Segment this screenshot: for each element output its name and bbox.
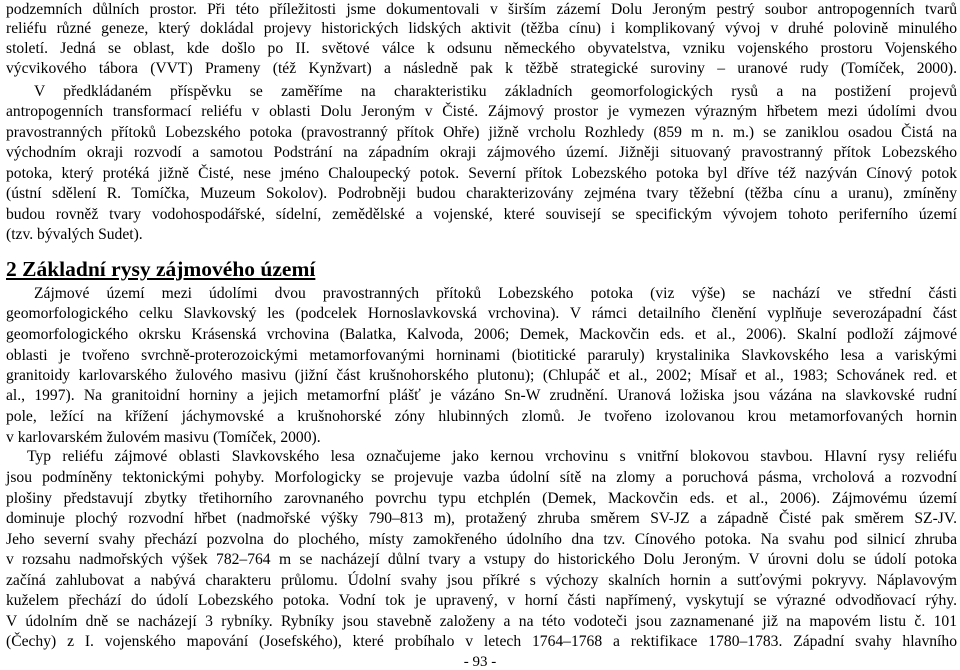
- paragraph-line: podzemních důlních prostor. Při této příležitosti jsme dokumentovali v širším zázemí Dolu Jeroným pestrý soubor antropogenních tvarů: [6, 1, 957, 18]
- paragraph-line: (tzv. bývalých Sudet).: [6, 226, 143, 243]
- paragraph-line: geomorfologického celku Slavkovský les (podcelek Hornoslavkovská vrchovina). V rámci detailního členění vyplňuje severozápadní část: [6, 305, 957, 322]
- paragraph-line: východním okraji rozvodí a samotou Podstrání na západním okraji zájmového území. Jižněji situovaný pravostranný přítok Lobezského: [6, 144, 957, 161]
- paragraph-line: kuželem přechází do údolí Lobezského potoka. Vodní tok je upravený, v horní části napřímený, vyskytují se výrazné odvodňovací rýhy.: [6, 592, 957, 609]
- paragraph-line: Zájmové území mezi údolími dvou pravostranných přítoků Lobezského potoka (viz výše) se nachází ve střední části: [34, 285, 957, 302]
- paragraph-line: dominuje plochý rozvodní hřbet (nadmořské výšky 790–813 m), protažený zhruba směrem SV-JZ a západně Čisté pak směrem SZ-JV.: [6, 510, 957, 527]
- section-heading: 2 Základní rysy zájmového území: [6, 257, 316, 281]
- paragraph-line: granitoidy karlovarského žulového masivu (jižní část krušnohorského plutonu); (Chlupáč et al., 2002; Mísař et al., 1983; Schovánek red. et: [6, 367, 957, 384]
- paragraph-line: začíná zahlubovat a nabývá charakteru průlomu. Údolní svahy jsou příkré s výchozy skalních hornin a sutťovými pokryvy. Náplavovým: [6, 572, 957, 589]
- paragraph-line: antropogenních transformací reliéfu v oblasti Dolu Jeroným v Čisté. Zájmový prostor je vymezen výrazným hřbetem mezi údolími dvou: [6, 103, 957, 120]
- paragraph-line: (Čechy) z I. vojenského mapování (Josefského), které probíhalo v letech 1764–1768 a rektifikace 1780–1783. Západní svahy hlavního: [6, 633, 957, 650]
- paragraph-line: reliéfu různé geneze, který dokládal projevy historických lidských aktivit (těžba cínu) i komplikovaný vývoj v druhé polovině minulého: [6, 20, 957, 37]
- paragraph-line: potoka, který protéká jižně Čisté, nese jméno Chaloupecký potok. Severní přítok Lobezského potoka byl dříve též nazýván Cínový potok: [6, 165, 957, 182]
- page-number: - 93 -: [463, 654, 497, 670]
- paragraph-line: (ústní sdělení R. Tomíčka, Muzeum Sokolov). Podrobněji budou charakterizovány zejména tvary těžební (těžba cínu a uranu), zmíněny: [6, 185, 957, 202]
- paragraph-line: jsou podmíněny tektonickými pohyby. Morfologicky se projevuje vazba údolní sítě na zlomy a poruchová pásma, vrcholová a rozvodní: [6, 469, 957, 486]
- paragraph-line: V údolním dně se nacházejí 3 rybníky. Rybníky jsou stavebně založeny a na této vodoteči jsou zaznamenané již na mapovém listu č. 101: [6, 613, 957, 630]
- paragraph-line: výcvikového tábora (VVT) Prameny (též Kynžvart) a následně pak k těžbě strategické suroviny – uranové rudy (Tomíček, 2000).: [6, 60, 957, 77]
- paragraph-line: V předkládaném příspěvku se zaměříme na charakteristiku základních geomorfologických rysů a na postižení projevů: [34, 83, 957, 100]
- paragraph-line: pravostranných přítoků Lobezského potoka (pravostranný přítok Ohře) jižně vrcholu Rozhledy (859 m n. m.) se zaniklou osadou Čistá na: [6, 124, 957, 141]
- paragraph-line: pole, ležící na křížení jáchymovské a krušnohorské zóny hlubinných zlomů. Je tvořeno izolovanou krou metamorfovaných hornin: [6, 408, 957, 425]
- paragraph-line: al., 1997). Na granitoidní horniny a jejich metamorfní plášť je vázáno Sn-W zrudnění. Uranová ložiska jsou vázána na slavkovské rudní: [6, 387, 957, 404]
- paragraph-line: geomorfologického okrsku Krásenská vrchovina (Balatka, Kalvoda, 2006; Demek, Mackovčin eds. et al., 2006). Skalní podloží zájmové: [6, 326, 957, 343]
- paragraph-line: budou rovněž tvary vodohospodářské, sídelní, zemědělské a vojenské, které souvisejí se specifickým vývojem tohoto periferního území: [6, 206, 957, 223]
- paragraph-line: Typ reliéfu zájmové oblasti Slavkovského lesa označujeme jako kernou vrchovinu s vnitřní blokovou stavbou. Hlavní rysy reliéfu: [27, 448, 957, 465]
- paragraph-line: Jeho severní svahy přechází pozvolna do plochého, místy zamokřeného údolního dna tzv. Cínového potoka. Na svahu pod silnicí zhruba: [6, 531, 957, 548]
- paragraph-line: v karlovarském žulovém masivu (Tomíček, 2000).: [6, 429, 321, 446]
- paragraph-line: oblasti je tvořeno svrchně-proterozoickými metamorfovanými horninami (biotitické pararuly) krystalinika Slavkovského lesa a variskými: [6, 347, 957, 364]
- paragraph-line: plošiny představují zbytky třetihorního zarovnaného povrchu typu etchplén (Demek, Mackovčin eds. et al., 2006). Zájmovému území: [6, 490, 957, 507]
- paragraph-line: v rozsahu nadmořských výšek 782–764 m se nacházejí důlní tvary a vstupy do historického Dolu Jeroným. V úrovni dolu se údolí potoka: [6, 551, 957, 568]
- paragraph-line: století. Jedná se oblast, kde došlo po II. světové válce k odsunu německého obyvatelstva, vzniku vojenského prostoru Vojenského: [6, 40, 957, 57]
